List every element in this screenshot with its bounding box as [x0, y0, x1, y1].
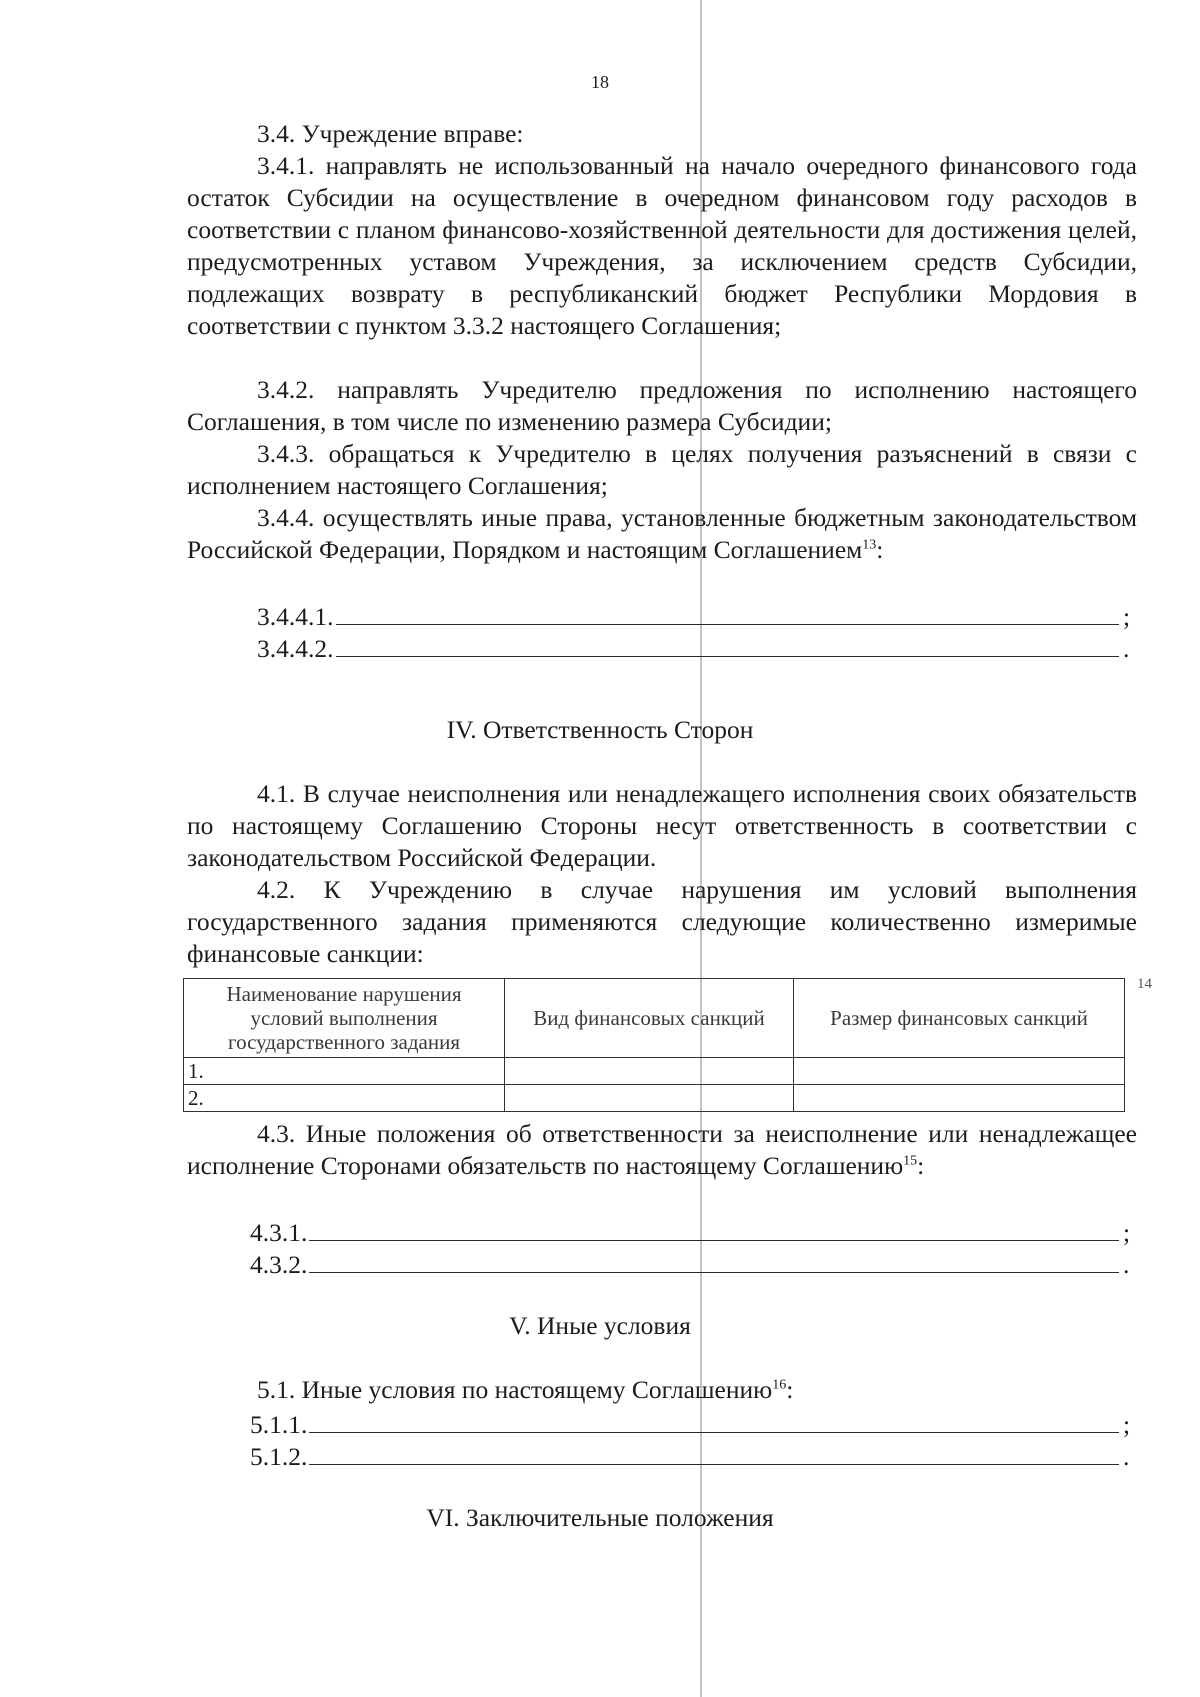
- table-header-row: [184, 979, 1125, 1058]
- header-sanction-type: Вид финансовых санкций: [505, 979, 794, 1058]
- section-heading-vi: VI. Заключительные положения: [426, 1503, 774, 1532]
- blank-end-mark: ;: [1123, 602, 1131, 631]
- blank-3-4-4-1: [257, 598, 1137, 633]
- blank-label: 4.3.2.: [250, 1250, 308, 1279]
- para-5-1: [187, 1374, 1137, 1406]
- blank-label: 3.4.4.1.: [257, 602, 334, 631]
- row-number: 1.: [184, 1058, 505, 1085]
- page-number: 18: [591, 72, 609, 92]
- para-3-4-4-text: 3.4.4. осуществлять иные права, установленные бюджетным законодательством Российской Федерации, Порядком и настоящим Соглашением: [187, 503, 1137, 564]
- blank-line: [309, 1214, 1119, 1241]
- table-row: [184, 1058, 1125, 1085]
- colon: :: [786, 1375, 794, 1404]
- para-4-3-text: 4.3. Иные положения об ответственности за неисполнение или ненадлежащее исполнение Сторонами обязательств по настоящему Соглашению: [187, 1119, 1137, 1180]
- para-3-4: 3.4. Учреждение вправе:: [257, 119, 524, 148]
- para-5-1-text: 5.1. Иные условия по настоящему Соглашению: [257, 1375, 773, 1404]
- blank-line: [336, 630, 1120, 657]
- blank-5-1-2: [250, 1438, 1137, 1473]
- footnote-ref-15: 15: [903, 1153, 918, 1169]
- table-cell: [794, 1085, 1125, 1112]
- blank-end-mark: .: [1123, 1442, 1130, 1471]
- blank-label: 5.1.1.: [250, 1410, 308, 1439]
- colon: :: [876, 535, 884, 564]
- para-3-4-3: 3.4.3. обращаться к Учредителю в целях получения разъяснений в связи с исполнением настоящего Соглашения;: [187, 439, 1137, 500]
- blank-end-mark: .: [1123, 1250, 1130, 1279]
- table-cell: [505, 1085, 794, 1112]
- section-heading-iv: IV. Ответственность Сторон: [446, 715, 754, 744]
- header-violation: Наименование нарушения условий выполнения государственного задания: [184, 979, 505, 1058]
- blank-line: [309, 1246, 1119, 1273]
- para-4-3: [187, 1118, 1137, 1182]
- footnote-ref-16: 16: [772, 1377, 787, 1393]
- para-4-2: 4.2. К Учреждению в случае нарушения им условий выполнения государственного задания применяются следующие количественно измеримые финансовые санкции:: [187, 875, 1137, 968]
- blank-label: 5.1.2.: [250, 1442, 308, 1471]
- blank-label: 3.4.4.2.: [257, 634, 334, 663]
- para-4-1: 4.1. В случае неисполнения или ненадлежащего исполнения своих обязательств по настоящему Соглашению Стороны несут ответственность в соответствии с законодательством Российской Федерации.: [187, 779, 1137, 872]
- blank-4-3-2: [250, 1246, 1137, 1281]
- para-3-4-2: 3.4.2. направлять Учредителю предложения по исполнению настоящего Соглашения, в том числе по изменению размера Субсидии;: [187, 375, 1137, 436]
- table-cell: [505, 1058, 794, 1085]
- footnote-ref-13: 13: [862, 537, 877, 553]
- footnote-ref-14: 14: [1137, 976, 1152, 992]
- para-3-4-4: [187, 502, 1137, 566]
- blank-end-mark: ;: [1123, 1410, 1131, 1439]
- blank-line: [336, 598, 1120, 625]
- blank-5-1-1: [250, 1406, 1137, 1441]
- table-row: [184, 1085, 1125, 1112]
- section-heading-v: V. Иные условия: [509, 1311, 691, 1340]
- para-3-4-1: 3.4.1. направлять не использованный на начало очередного финансового года остаток Субсидии на осуществление в очередном финансовом году расходов в соответствии с планом финансово-хозяйственной деятельности для достижения целей, предусмотренных уставом Учреждения, за исключением средств Субсидии, подлежащих возврату в республиканский бюджет Республики Мордовия в соответствии с пунктом 3.3.2 настоящего Соглашения;: [187, 151, 1137, 340]
- blank-line: [309, 1438, 1119, 1465]
- row-number: 2.: [184, 1085, 505, 1112]
- blank-label: 4.3.1.: [250, 1218, 308, 1247]
- blank-3-4-4-2: [257, 630, 1137, 665]
- sanctions-table: [183, 978, 1125, 1112]
- blank-end-mark: ;: [1123, 1218, 1131, 1247]
- blank-4-3-1: [250, 1214, 1137, 1249]
- blank-end-mark: .: [1123, 634, 1130, 663]
- blank-line: [309, 1406, 1119, 1433]
- header-sanction-size: Размер финансовых санкций: [794, 979, 1125, 1058]
- table-cell: [794, 1058, 1125, 1085]
- colon: :: [917, 1151, 925, 1180]
